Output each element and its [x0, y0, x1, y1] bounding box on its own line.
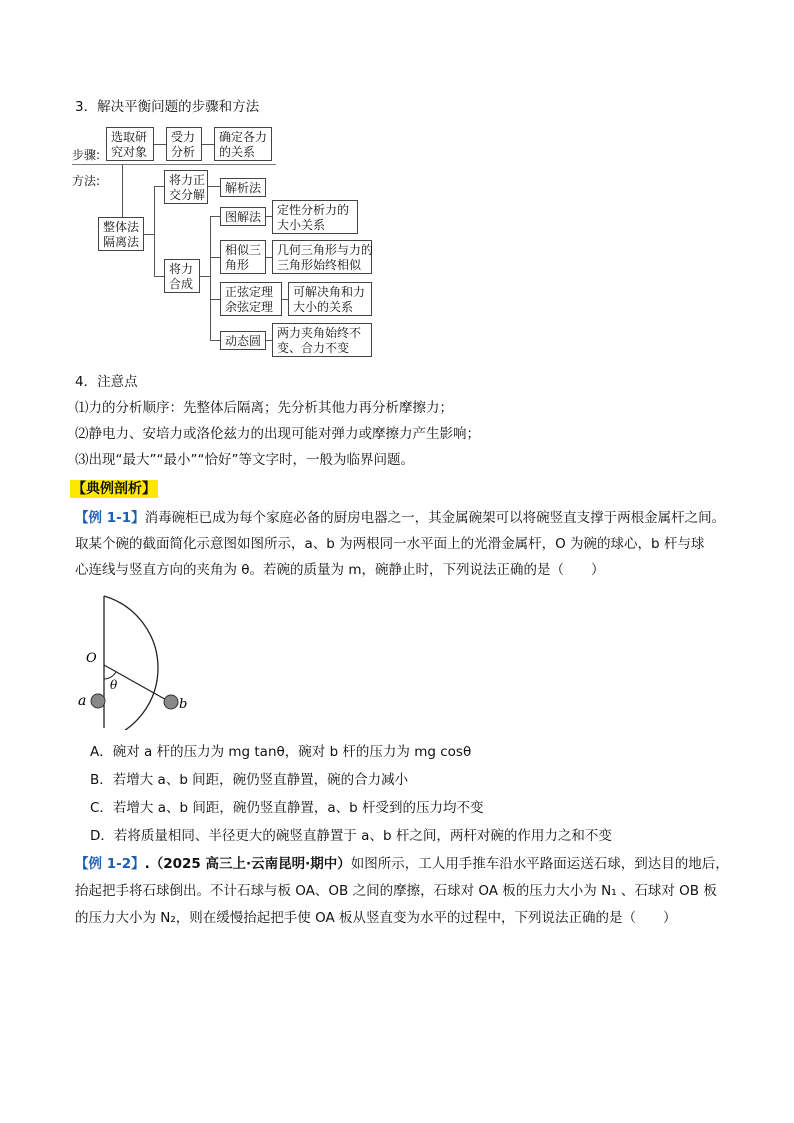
section-3-title: 3．解决平衡问题的步骤和方法: [75, 99, 260, 115]
example-tag: 【例 1-1】: [75, 510, 145, 526]
box-whole-isolation: 整体法 隔离法: [98, 217, 144, 251]
step-force-analysis: 受力 分析: [166, 127, 202, 161]
option-a: A．碗对 a 杆的压力为 mg tanθ，碗对 b 杆的压力为 mg cosθ: [90, 744, 472, 760]
separator: [72, 164, 276, 165]
connector-h3: [208, 186, 220, 187]
connector-h2: [154, 276, 164, 277]
note-item: ⑵静电力、安培力或洛伦兹力的出现可能对弹力或摩擦力产生影响；: [75, 426, 480, 442]
option-b: B．若增大 a、b 间距，碗仍竖直静置，碗的合力减小: [90, 772, 409, 788]
methods-label: 方法:: [72, 174, 101, 188]
example-1-1-line: 【例 1-1】消毒碗柜已成为每个家庭必备的厨房电器之一，其金属碗架可以将碗竖直支撑于两根金属杆之间。: [75, 510, 726, 526]
label-b: b: [179, 697, 188, 712]
rod-a: [91, 694, 105, 708]
box-similar: 相似三 角形: [220, 240, 266, 274]
example-1-1-line: 取某个碗的截面简化示意图如图所示，a、b 为两根同一水平面上的光滑金属杆，O 为碗的球心，b 杆与球: [75, 536, 705, 552]
connector-h0: [144, 234, 154, 235]
step-relations: 确定各力 的关系: [214, 127, 272, 161]
connector-h1: [154, 186, 164, 187]
note-item: ⑶出现“最大”“最小”“恰好”等文字时，一般为临界问题。: [75, 452, 414, 468]
example-tag: 【例 1-2】: [75, 856, 145, 872]
connector-v0: [122, 164, 123, 217]
example-1-2-line: 【例 1-2】.（2025 高三上·云南昆明·期中）如图所示，工人用手推车沿水平路面运送石球，到达目的地后，: [75, 856, 729, 872]
box-dynamic-desc: 两力夹角始终不 变、合力不变: [272, 323, 372, 357]
bowl-figure: [74, 590, 204, 730]
example-1-1-line: 心连线与竖直方向的夹角为 θ。若碗的质量为 m，碗静止时，下列说法正确的是（ ）: [75, 562, 605, 578]
box-graphic: 图解法: [220, 207, 266, 226]
option-c: C．若增大 a、b 间距，碗仍竖直静置，a、b 杆受到的压力均不变: [90, 800, 484, 816]
box-similar-desc: 几何三角形与力的 三角形始终相似: [272, 240, 372, 274]
label-a: a: [78, 693, 87, 709]
rod-b: [164, 695, 178, 709]
option-d: D．若将质量相同、半径更大的碗竖直静置于 a、b 杆之间，两杆对碗的作用力之和不变: [90, 828, 612, 844]
steps-label: 步骤:: [72, 148, 101, 162]
connector-h4: [200, 276, 210, 277]
example-banner: 【典例剖析】: [72, 481, 156, 497]
box-dynamic-circle: 动态圆: [220, 331, 266, 350]
box-sine-desc: 可解决角和力 大小的关系: [288, 282, 372, 316]
example-1-2-line: 抬起把手将石球倒出。不计石球与板 OA、OB 之间的摩擦，石球对 OA 板的压力大小为 N₁ 、石球对 OB 板: [75, 883, 717, 899]
box-sine-cosine: 正弦定理 余弦定理: [220, 282, 282, 316]
step-select-object: 选取研 究对象: [106, 127, 154, 161]
connector-v1: [154, 186, 155, 276]
arrow-1: [154, 144, 166, 145]
box-compose: 将力 合成: [164, 259, 200, 293]
box-graphic-desc: 定性分析力的 大小关系: [272, 200, 358, 234]
connector-h6: [210, 257, 220, 258]
label-O: O: [86, 651, 97, 666]
connector-h5: [210, 216, 220, 217]
box-analytic: 解析法: [220, 178, 266, 197]
label-theta: θ: [110, 678, 118, 692]
bowl-outline: [104, 596, 158, 730]
note-item: ⑴力的分析顺序：先整体后隔离；先分析其他力再分析摩擦力；: [75, 400, 453, 416]
connector-v2: [210, 216, 211, 341]
section-4-title: 4．注意点: [75, 374, 138, 390]
connector-h8: [210, 340, 220, 341]
connector-h7: [210, 299, 220, 300]
box-orthogonal: 将力正 交分解: [164, 170, 208, 204]
example-1-2-line: 的压力大小为 N₂，则在缓慢抬起把手使 OA 板从竖直变为水平的过程中，下列说法正确的是（ ）: [75, 910, 677, 926]
arrow-2: [202, 144, 214, 145]
